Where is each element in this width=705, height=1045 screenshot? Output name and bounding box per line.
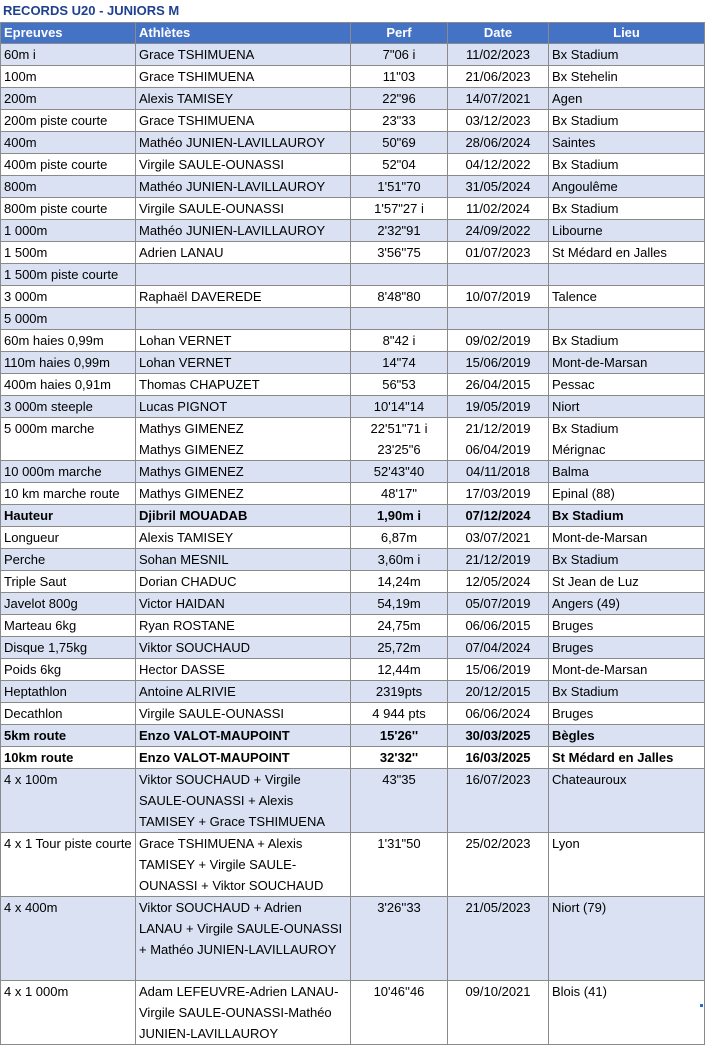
cell-athlete: Mathéo JUNIEN-LAVILLAUROY <box>136 132 351 154</box>
cell-perf: 12,44m <box>351 659 448 681</box>
cell-athlete: Virgile SAULE-OUNASSI <box>136 198 351 220</box>
cell-date: 07/12/2024 <box>448 505 549 527</box>
cell-athlete: Mathéo JUNIEN-LAVILLAUROY <box>136 176 351 198</box>
cell-lieu: Bruges <box>549 615 705 637</box>
table-row <box>1 593 705 615</box>
cell-athlete: Alexis TAMISEY <box>136 527 351 549</box>
table-row <box>1 154 705 176</box>
cell-epreuve: Decathlon <box>1 703 136 725</box>
table-row <box>1 483 705 505</box>
cell-lieu: Bx Stadium <box>549 330 705 352</box>
cell-perf: 22'51"71 i 23'25"6 <box>351 418 448 461</box>
cell-epreuve: 60m i <box>1 44 136 66</box>
table-row <box>1 615 705 637</box>
cell-date: 12/05/2024 <box>448 571 549 593</box>
table-row <box>1 198 705 220</box>
cell-epreuve: 400m piste courte <box>1 154 136 176</box>
cell-date: 10/07/2019 <box>448 286 549 308</box>
table-row <box>1 897 705 981</box>
cell-athlete: Viktor SOUCHAUD + Virgile SAULE-OUNASSI + Alexis TAMISEY + Grace TSHIMUENA <box>136 769 351 833</box>
table-row <box>1 527 705 549</box>
cell-athlete: Raphaël DAVEREDE <box>136 286 351 308</box>
cell-perf: 52'43"40 <box>351 461 448 483</box>
table-row <box>1 637 705 659</box>
cell-epreuve: 10km route <box>1 747 136 769</box>
cell-athlete: Sohan MESNIL <box>136 549 351 571</box>
table-row <box>1 220 705 242</box>
cell-perf: 50"69 <box>351 132 448 154</box>
cell-lieu: Bx Stadium <box>549 110 705 132</box>
cell-epreuve: 5 000m <box>1 308 136 330</box>
cell-perf: 1,90m i <box>351 505 448 527</box>
cell-date: 21/12/2019 06/04/2019 <box>448 418 549 461</box>
cell-date: 21/12/2019 <box>448 549 549 571</box>
cell-lieu: Bx Stadium <box>549 154 705 176</box>
cell-perf: 14,24m <box>351 571 448 593</box>
records-table <box>0 22 705 1045</box>
cell-perf: 3'56''75 <box>351 242 448 264</box>
cell-lieu: Bruges <box>549 703 705 725</box>
cell-perf: 25,72m <box>351 637 448 659</box>
cell-epreuve: 1 500m piste courte <box>1 264 136 286</box>
cell-lieu <box>549 264 705 286</box>
cell-perf: 14"74 <box>351 352 448 374</box>
cell-lieu: Talence <box>549 286 705 308</box>
cell-date: 31/05/2024 <box>448 176 549 198</box>
table-row <box>1 571 705 593</box>
cell-athlete: Mathys GIMENEZ <box>136 461 351 483</box>
cell-athlete: Enzo VALOT-MAUPOINT <box>136 747 351 769</box>
cell-perf <box>351 264 448 286</box>
cell-athlete: Lucas PIGNOT <box>136 396 351 418</box>
cell-lieu: Bx Stadium <box>549 44 705 66</box>
cell-epreuve: 400m <box>1 132 136 154</box>
cell-lieu: Niort <box>549 396 705 418</box>
cell-date: 14/07/2021 <box>448 88 549 110</box>
cell-lieu: Bruges <box>549 637 705 659</box>
cell-date: 26/04/2015 <box>448 374 549 396</box>
cell-lieu: Saintes <box>549 132 705 154</box>
cell-epreuve: 1 500m <box>1 242 136 264</box>
cell-lieu: Bx Stadium <box>549 681 705 703</box>
cell-athlete: Lohan VERNET <box>136 352 351 374</box>
cell-perf: 1'31"50 <box>351 833 448 897</box>
cell-date: 09/10/2021 <box>448 981 549 1045</box>
cell-date: 01/07/2023 <box>448 242 549 264</box>
cell-epreuve: Javelot 800g <box>1 593 136 615</box>
cell-date: 16/03/2025 <box>448 747 549 769</box>
table-row <box>1 659 705 681</box>
cell-date: 20/12/2015 <box>448 681 549 703</box>
cell-perf: 3'26''33 <box>351 897 448 981</box>
header-epreuves: Epreuves <box>1 23 136 44</box>
cell-date: 03/07/2021 <box>448 527 549 549</box>
cell-athlete: Enzo VALOT-MAUPOINT <box>136 725 351 747</box>
cell-epreuve: 200m piste courte <box>1 110 136 132</box>
cell-lieu: Agen <box>549 88 705 110</box>
cell-lieu: Bègles <box>549 725 705 747</box>
cell-perf: 8'48"80 <box>351 286 448 308</box>
cell-date: 05/07/2019 <box>448 593 549 615</box>
cell-date: 09/02/2019 <box>448 330 549 352</box>
cell-epreuve: Poids 6kg <box>1 659 136 681</box>
cell-athlete: Adrien LANAU <box>136 242 351 264</box>
cell-athlete: Grace TSHIMUENA <box>136 44 351 66</box>
page-title: RECORDS U20 - JUNIORS M <box>3 1 179 21</box>
cell-perf: 3,60m i <box>351 549 448 571</box>
cell-epreuve: 5 000m marche <box>1 418 136 461</box>
table-row <box>1 352 705 374</box>
cell-epreuve: 3 000m <box>1 286 136 308</box>
table-row <box>1 374 705 396</box>
cell-epreuve: 10 km marche route <box>1 483 136 505</box>
cell-lieu: Bx Stadium <box>549 198 705 220</box>
cell-epreuve: 3 000m steeple <box>1 396 136 418</box>
cell-athlete: Antoine ALRIVIE <box>136 681 351 703</box>
cell-athlete: Alexis TAMISEY <box>136 88 351 110</box>
cell-lieu: Epinal (88) <box>549 483 705 505</box>
table-row <box>1 549 705 571</box>
table-row <box>1 286 705 308</box>
cell-lieu: Mont-de-Marsan <box>549 352 705 374</box>
cell-epreuve: 200m <box>1 88 136 110</box>
table-row <box>1 264 705 286</box>
cell-date <box>448 264 549 286</box>
cell-perf: 22"96 <box>351 88 448 110</box>
cell-lieu: Pessac <box>549 374 705 396</box>
cell-athlete: Viktor SOUCHAUD <box>136 637 351 659</box>
cell-lieu: Mont-de-Marsan <box>549 659 705 681</box>
table-row <box>1 66 705 88</box>
cell-perf: 10'46''46 <box>351 981 448 1045</box>
cell-lieu: Chateauroux <box>549 769 705 833</box>
cell-lieu: St Jean de Luz <box>549 571 705 593</box>
cell-athlete: Grace TSHIMUENA <box>136 110 351 132</box>
cell-date: 21/05/2023 <box>448 897 549 981</box>
cell-epreuve: Heptathlon <box>1 681 136 703</box>
table-row <box>1 461 705 483</box>
table-row <box>1 725 705 747</box>
table-row <box>1 88 705 110</box>
cell-epreuve: 4 x 100m <box>1 769 136 833</box>
cell-athlete: Ryan ROSTANE <box>136 615 351 637</box>
cell-date: 21/06/2023 <box>448 66 549 88</box>
cell-epreuve: 5km route <box>1 725 136 747</box>
cell-epreuve: Longueur <box>1 527 136 549</box>
cell-perf: 23"33 <box>351 110 448 132</box>
cell-date: 24/09/2022 <box>448 220 549 242</box>
cell-athlete: Djibril MOUADAB <box>136 505 351 527</box>
header-row <box>1 23 705 44</box>
cell-date: 06/06/2015 <box>448 615 549 637</box>
table-row <box>1 132 705 154</box>
table-row <box>1 418 705 461</box>
table-row <box>1 308 705 330</box>
cell-lieu: Bx Stadium Mérignac <box>549 418 705 461</box>
cell-epreuve: Perche <box>1 549 136 571</box>
cell-perf: 15'26'' <box>351 725 448 747</box>
cell-athlete: Viktor SOUCHAUD + Adrien LANAU + Virgile SAULE-OUNASSI + Mathéo JUNIEN-LAVILLAUROY <box>136 897 351 981</box>
cell-athlete: Victor HAIDAN <box>136 593 351 615</box>
cell-perf: 56"53 <box>351 374 448 396</box>
cell-epreuve: 4 x 1 Tour piste courte <box>1 833 136 897</box>
table-row <box>1 833 705 897</box>
cell-athlete: Virgile SAULE-OUNASSI <box>136 154 351 176</box>
cell-date: 11/02/2023 <box>448 44 549 66</box>
cell-perf: 32'32'' <box>351 747 448 769</box>
table-row <box>1 242 705 264</box>
cell-athlete <box>136 308 351 330</box>
cell-epreuve: 100m <box>1 66 136 88</box>
cell-athlete: Hector DASSE <box>136 659 351 681</box>
cell-perf: 2'32"91 <box>351 220 448 242</box>
cell-lieu: Angoulême <box>549 176 705 198</box>
cell-date: 03/12/2023 <box>448 110 549 132</box>
table-row <box>1 44 705 66</box>
cell-date: 15/06/2019 <box>448 352 549 374</box>
cell-perf: 7"06 i <box>351 44 448 66</box>
header-lieu: Lieu <box>549 23 705 44</box>
cell-perf: 54,19m <box>351 593 448 615</box>
cell-athlete: Adam LEFEUVRE-Adrien LANAU-Virgile SAULE-OUNASSI-Mathéo JUNIEN-LAVILLAUROY <box>136 981 351 1045</box>
cell-epreuve: 800m <box>1 176 136 198</box>
cell-perf: 8"42 i <box>351 330 448 352</box>
table-row <box>1 176 705 198</box>
cell-perf: 1'51"70 <box>351 176 448 198</box>
header-date: Date <box>448 23 549 44</box>
cell-date: 06/06/2024 <box>448 703 549 725</box>
cell-date: 04/11/2018 <box>448 461 549 483</box>
cell-epreuve: 800m piste courte <box>1 198 136 220</box>
header-athletes: Athlètes <box>136 23 351 44</box>
cell-epreuve: 4 x 400m <box>1 897 136 981</box>
cell-perf: 1'57"27 i <box>351 198 448 220</box>
cell-lieu <box>549 308 705 330</box>
cell-date: 19/05/2019 <box>448 396 549 418</box>
cell-perf: 2319pts <box>351 681 448 703</box>
cell-lieu: St Médard en Jalles <box>549 747 705 769</box>
table-row <box>1 330 705 352</box>
cell-athlete: Grace TSHIMUENA + Alexis TAMISEY + Virgile SAULE-OUNASSI + Viktor SOUCHAUD <box>136 833 351 897</box>
cell-epreuve: 10 000m marche <box>1 461 136 483</box>
cell-perf: 48'17" <box>351 483 448 505</box>
cell-lieu: Blois (41) <box>549 981 705 1045</box>
cell-lieu: Bx Stehelin <box>549 66 705 88</box>
cell-athlete: Grace TSHIMUENA <box>136 66 351 88</box>
cell-athlete: Virgile SAULE-OUNASSI <box>136 703 351 725</box>
cell-date <box>448 308 549 330</box>
cell-lieu: St Médard en Jalles <box>549 242 705 264</box>
cell-perf: 4 944 pts <box>351 703 448 725</box>
cell-lieu: Niort (79) <box>549 897 705 981</box>
selection-handle[interactable] <box>700 1004 703 1007</box>
cell-athlete: Mathys GIMENEZ Mathys GIMENEZ <box>136 418 351 461</box>
cell-perf: 24,75m <box>351 615 448 637</box>
cell-epreuve: 400m haies 0,91m <box>1 374 136 396</box>
cell-perf: 52"04 <box>351 154 448 176</box>
cell-date: 17/03/2019 <box>448 483 549 505</box>
cell-epreuve: Marteau 6kg <box>1 615 136 637</box>
cell-epreuve: Hauteur <box>1 505 136 527</box>
cell-lieu: Bx Stadium <box>549 505 705 527</box>
cell-lieu: Lyon <box>549 833 705 897</box>
header-perf: Perf <box>351 23 448 44</box>
cell-perf: 10'14"14 <box>351 396 448 418</box>
cell-perf: 11"03 <box>351 66 448 88</box>
cell-date: 28/06/2024 <box>448 132 549 154</box>
cell-athlete: Thomas CHAPUZET <box>136 374 351 396</box>
cell-date: 16/07/2023 <box>448 769 549 833</box>
cell-athlete: Mathéo JUNIEN-LAVILLAUROY <box>136 220 351 242</box>
cell-date: 07/04/2024 <box>448 637 549 659</box>
cell-epreuve: 1 000m <box>1 220 136 242</box>
cell-date: 25/02/2023 <box>448 833 549 897</box>
cell-athlete: Mathys GIMENEZ <box>136 483 351 505</box>
cell-lieu: Angers (49) <box>549 593 705 615</box>
cell-epreuve: 4 x 1 000m <box>1 981 136 1045</box>
cell-date: 30/03/2025 <box>448 725 549 747</box>
table-row <box>1 769 705 833</box>
cell-epreuve: Disque 1,75kg <box>1 637 136 659</box>
cell-lieu: Bx Stadium <box>549 549 705 571</box>
cell-date: 11/02/2024 <box>448 198 549 220</box>
table-row <box>1 981 705 1045</box>
table-row <box>1 110 705 132</box>
cell-athlete: Lohan VERNET <box>136 330 351 352</box>
cell-epreuve: 110m haies 0,99m <box>1 352 136 374</box>
cell-date: 04/12/2022 <box>448 154 549 176</box>
cell-lieu: Balma <box>549 461 705 483</box>
records-body <box>1 44 705 1045</box>
table-row <box>1 505 705 527</box>
cell-perf: 43"35 <box>351 769 448 833</box>
cell-epreuve: 60m haies 0,99m <box>1 330 136 352</box>
table-row <box>1 681 705 703</box>
cell-perf: 6,87m <box>351 527 448 549</box>
cell-epreuve: Triple Saut <box>1 571 136 593</box>
table-row <box>1 703 705 725</box>
cell-lieu: Libourne <box>549 220 705 242</box>
cell-date: 15/06/2019 <box>448 659 549 681</box>
cell-athlete <box>136 264 351 286</box>
cell-lieu: Mont-de-Marsan <box>549 527 705 549</box>
cell-athlete: Dorian CHADUC <box>136 571 351 593</box>
table-row <box>1 747 705 769</box>
cell-perf <box>351 308 448 330</box>
table-row <box>1 396 705 418</box>
